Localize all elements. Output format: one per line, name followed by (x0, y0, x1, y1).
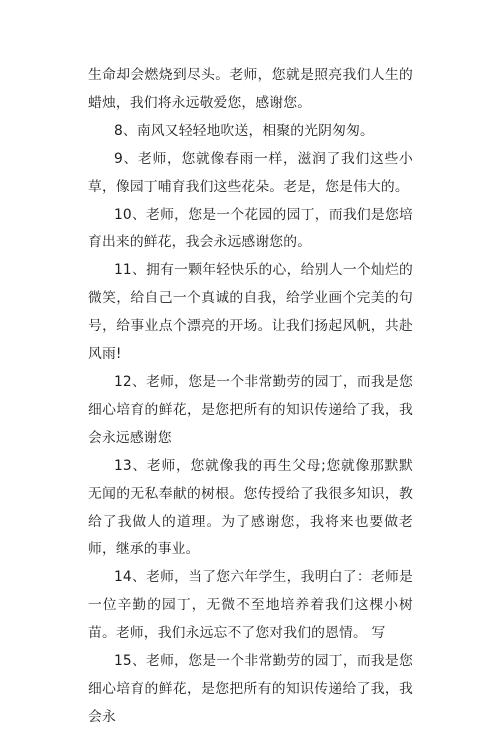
paragraph-item-15: 15、老师，您是一个非常勤劳的园丁，而我是您细心培育的鲜花，是您把所有的知识传递给了我，我会永 (88, 653, 413, 725)
paragraph-item-9: 9、老师，您就像春雨一样，滋润了我们这些小草，像园丁哺育我们这些花朵。老是，您是伟大的。 (88, 150, 413, 195)
paragraph-item-8: 8、南风又轻轻地吹送，相聚的光阴匆匆。 (114, 122, 374, 139)
paragraph-continued: 生命却会燃烧到尽头。老师，您就是照亮我们人生的蜡烛，我们将永远敬爱您，感谢您。 (88, 67, 413, 111)
document-body (88, 62, 413, 732)
paragraph-item-12: 12、老师，您是一个非常勤劳的园丁，而我是您细心培育的鲜花，是您把所有的知识传递给了我，我会永远感谢您 (88, 373, 413, 446)
paragraph-item-10: 10、老师，您是一个花园的园丁，而我们是您培育出来的鲜花，我会永远感谢您的。 (88, 206, 413, 251)
paragraph-item-13: 13、老师，您就像我的再生父母;您就像那默默无闻的无私奉献的树根。您传授给了我很多知识，教给了我做人的道理。为了感谢您，我将来也要做老师，继承的事业。 (88, 457, 413, 558)
paragraph-item-14: 14、老师，当了您六年学生，我明白了：老师是一位辛勤的园丁，无微不至地培养着我们这棵小树苗。老师，我们永远忘不了您对我们的恩情。 写 (88, 569, 413, 642)
paragraph-item-11: 11、拥有一颗年轻快乐的心，给别人一个灿烂的微笑，给自己一个真诚的自我，给学业画个完美的句号，给事业点个漂亮的开场。让我们扬起风帆，共赴风雨! (88, 262, 413, 363)
